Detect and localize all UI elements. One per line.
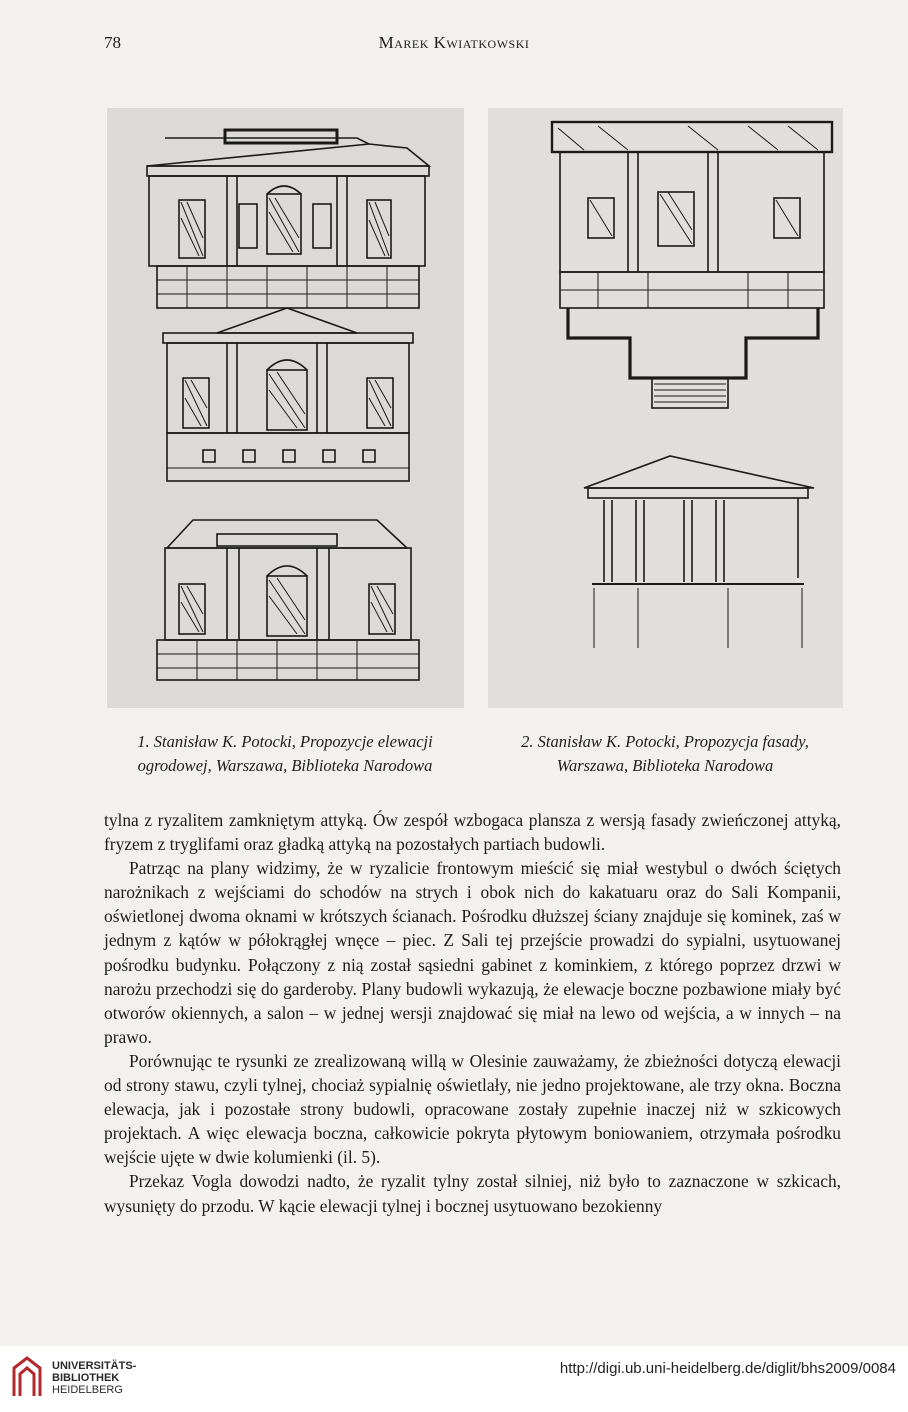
- figure-1-image: [107, 108, 464, 708]
- paragraph-4: Przekaz Vogla dowodzi nadto, że ryzalit tylny został silniej, niż było to zaznaczone w szkicach, wysunięty do przodu. W kącie elewacji tylnej i bocznej usytuowano bezokienny: [104, 1171, 841, 1216]
- paragraph-3: Porównując te rysunki ze zrealizowaną willą w Olesinie zauważamy, że zbieżności dotyczą elewacji od strony stawu, czyli tylnej, chociaż sypialnię oświetlały, nie jedno projektowane, ale trzy okna. Boczna elewacja, jak i pozostałe strony budowli, opracowane zostały zupełnie inaczej niż w szkicowych projektach. A więc elewacja boczna, całkowicie pokryta płytowym boniowaniem, otrzymała pośrodku wejście ujęte w dwie kolumienki (il. 5).: [104, 1050, 841, 1168]
- paragraph-2: Patrząc na plany widzimy, że w ryzalicie frontowym mieścić się miał westybul o dwóch ściętych narożnikach z wejściami do schodów na strych i obok nich do kakatuaru oraz do Sali Kompanii, oświetlonej dwoma oknami w krótszych ścianach. Pośrodku dłuższej ściany znajduje się kominek, zaś w jednym z kątów w półokrągłej wnęce – piec. Z Sali tej przejście prowadzi do sypialni, usytuowanej pośrodku budynku. Połączony z nią został sąsiedni gabinet z kominkiem, z którego poprzez drzwi w narożu przechodzi się do garderoby. Plany budowli wykazują, że elewacje boczne pozbawione miały być otworów okiennych, a salon – w jednej wersji znajdować się miał na lewo od wejścia, a w innych – na prawo.: [104, 858, 841, 1047]
- sketch-elevation-2: [163, 308, 413, 481]
- body-text: [104, 808, 841, 1218]
- running-head: [0, 33, 908, 53]
- library-name: [52, 1360, 136, 1396]
- author-name: Marek Kwiatkowski: [378, 33, 530, 52]
- source-url-link[interactable]: http://digi.ub.uni-heidelberg.de/diglit/bhs2009/0084: [559, 1360, 896, 1377]
- sketch-portico: [584, 456, 814, 648]
- sketch-elevation-3: [157, 520, 419, 680]
- sketch-elevation-1: [147, 130, 429, 308]
- library-name-line-3: HEIDELBERG: [52, 1384, 123, 1396]
- figure-2-image: [488, 108, 843, 708]
- library-name-line-1: UNIVERSITÄTS-: [52, 1360, 137, 1372]
- figure-1-caption-line-2: ogrodowej, Warszawa, Biblioteka Narodowa: [137, 756, 433, 775]
- page-number: 78: [104, 33, 121, 52]
- figure-1-caption: [100, 730, 470, 778]
- paragraph-1: tylna z ryzalitem zamkniętym attyką. Ów zespół wzbogaca plansza z wersją fasady zwieńczonej attyką, fryzem z tryglifami oraz gładką attyką na pozostałych partiach budowli.: [104, 810, 841, 855]
- figure-1-caption-line-1: 1. Stanisław K. Potocki, Propozycje elewacji: [137, 732, 433, 751]
- library-name-line-2: BIBLIOTHEK: [52, 1372, 120, 1384]
- university-library-logo-icon: [10, 1354, 44, 1400]
- figure-2-caption-line-2: Warszawa, Biblioteka Narodowa: [556, 756, 774, 775]
- figure-2-caption-line-1: 2. Stanisław K. Potocki, Propozycja fasady,: [521, 732, 809, 751]
- sketch-facade: [552, 122, 832, 408]
- figure-2-caption: [480, 730, 850, 778]
- footer-bar: [0, 1346, 908, 1412]
